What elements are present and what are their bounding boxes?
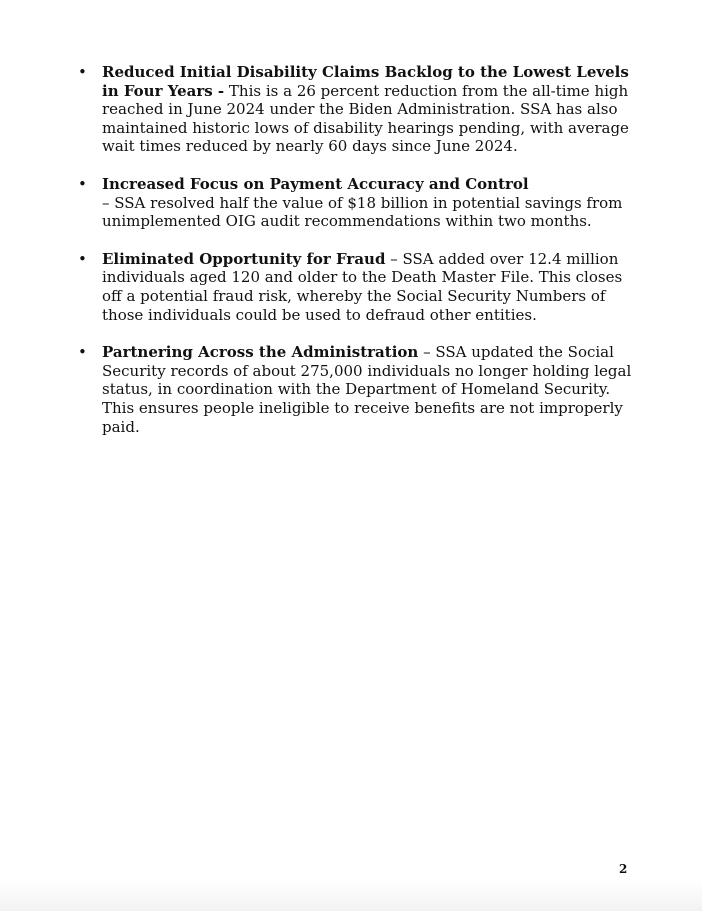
- bullet-icon: •: [78, 174, 87, 193]
- page-number: 2: [619, 862, 628, 876]
- bullet-title: Increased Focus on Payment Accuracy and Control: [102, 174, 529, 193]
- bullet-body: – SSA resolved half the value of $18 billion in potential savings from unimplemented OIG audit recommendations within two months.: [102, 193, 623, 231]
- accomplishments-list: [78, 63, 638, 455]
- list-item: [78, 343, 638, 436]
- bullet-title: Partnering Across the Administration: [102, 343, 419, 362]
- list-item: [78, 63, 638, 156]
- bullet-title: Reduced Initial Disability Claims Backlog to the Lowest Levels in Four Years -: [102, 63, 629, 100]
- bullet-icon: •: [78, 343, 87, 362]
- bullet-icon: •: [78, 63, 87, 81]
- bullet-body: – SSA added over 12.4 million individuals aged 120 and older to the Death Master File. This closes off a potential fraud risk, whereby the Social Security Numbers of those individuals could be used to defraud other entities.: [102, 249, 623, 324]
- bullet-icon: •: [78, 249, 87, 268]
- bullet-body: This is a 26 percent reduction from the all-time high reached in June 2024 under the Biden Administration. SSA has also maintained historic lows of disability hearings pending, with average wait times reduced by nearly 60 days since June 2024.: [102, 81, 629, 156]
- list-item: [78, 175, 638, 231]
- list-item: [78, 250, 638, 324]
- bullet-title: Eliminated Opportunity for Fraud: [102, 249, 386, 268]
- bullet-body: – SSA updated the Social Security records of about 275,000 individuals no longer holding legal status, in coordination with the Department of Homeland Security. This ensures people ineligible to receive benefits are not improperly paid.: [102, 343, 632, 436]
